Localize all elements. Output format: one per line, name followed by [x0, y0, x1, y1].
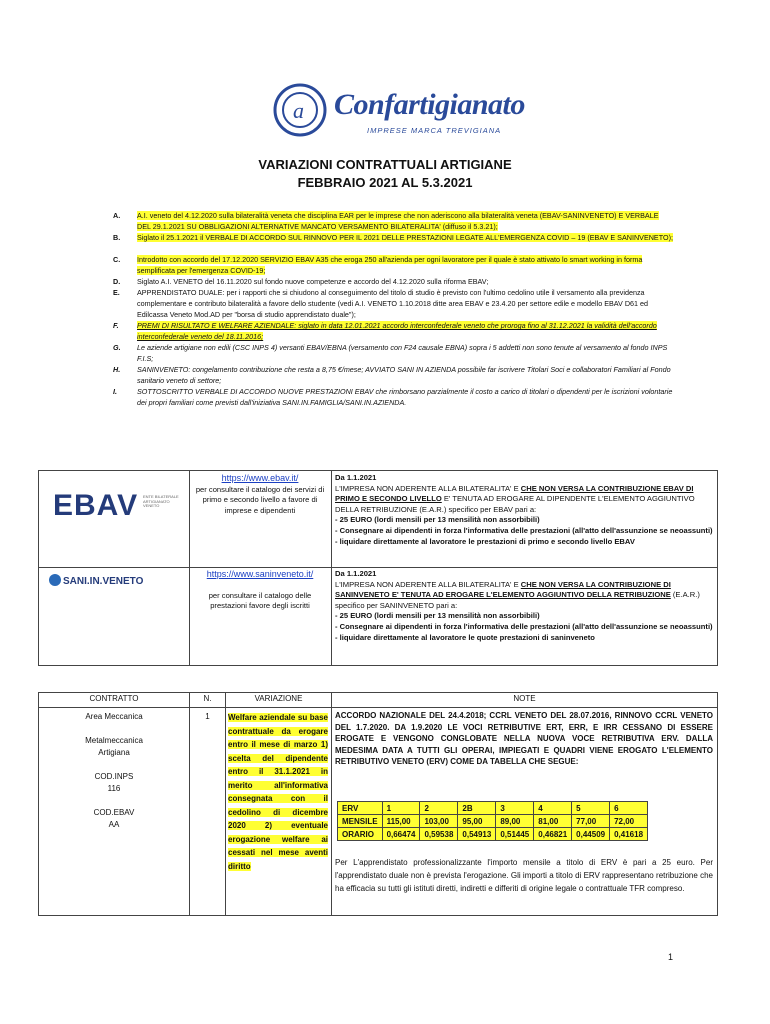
item-letter: A.: [113, 211, 121, 220]
sani-date: Da 1.1.2021: [335, 569, 377, 578]
contratto-line: Area Meccanica: [85, 712, 143, 721]
table-cell: MENSILE: [338, 815, 383, 828]
ebav-logo-subtitle: ENTE BILATERALE ARTIGIANATO VENETO: [143, 494, 179, 509]
item-letter: B.: [113, 233, 121, 242]
logo-brand-text: Confartigianato: [334, 88, 525, 121]
table-cell: ERV: [338, 802, 383, 815]
ebav-link-cell: [192, 473, 328, 516]
table-cell: 103,00: [420, 815, 458, 828]
list-item: [113, 342, 673, 364]
header-n: N.: [203, 694, 212, 703]
sani-link-cell: [192, 569, 328, 612]
item-letter: F.: [113, 321, 119, 330]
table-cell: 77,00: [572, 815, 610, 828]
table-cell: 115,00: [382, 815, 420, 828]
divider: [39, 567, 717, 568]
fund-table: [38, 470, 718, 666]
note-bold-text: ACCORDO NAZIONALE DEL 24.4.2018; CCRL VENETO DEL 28.07.2016, RINNOVO CCRL VENETO DEL 1.7.2020. DA 1.9.2020 LE VOCI RETRIBUTIVE ERT, ERR, E IRR CESSANO DI ESSERE EROGATE E VENGONO CONGLOBATE NELLA NUOVA VOCE RETRIBUTIVA ERV. DALLA MEDESIMA DATA A TUTTI GLI OPERAI, IMPIEGATI E QUADRI VIENE EROGATO L'ELEMENTO RETRIBUTIVO VENETO (ERV) COME DA TABELLA CHE SEGUE:: [335, 711, 713, 767]
list-item: [113, 386, 673, 408]
item-text: SOTTOSCRITTO VERBALE DI ACCORDO NUOVE PRESTAZIONI EBAV che rimborsano parzialmente il costo a carico di titolari o dipendenti per le iscrizioni volontarie dei propri familiari come previsti dall'iniziativa SANI.IN.FAMIGLIA/SANI.IN.AZIENDA.: [137, 387, 673, 407]
variazione-text: Welfare aziendale su base contrattuale da erogare entro il mese di marzo 1) scelta del dipendente entro il 31.1.2021 in merito all'informativa consegnata con il cedolino di dicembre 2020 2) eventuale erogazione welfare ai cessati nel mese aventi diritto: [228, 713, 328, 871]
ebav-note-bold: CHE NON VERSA LA CONTRIBUZIONE EBAV DI PRIMO E SECONDO LIVELLO: [335, 483, 694, 504]
ebav-note-rest: E' TENUTA AD EROGARE AL DIPENDENTE L'ELEMENTO AGGIUNTIVO DELLA RETRIBUZIONE (E.A.R.) specifico per EBAV pari a:: [335, 494, 695, 514]
svg-text:a: a: [293, 98, 304, 123]
table-cell: ORARIO: [338, 828, 383, 841]
ebav-logo-text: EBAV: [53, 489, 139, 522]
table-cell: 6: [610, 802, 648, 815]
contratto-line: 116: [107, 784, 121, 793]
item-letter: C.: [113, 255, 121, 264]
table-cell: 5: [572, 802, 610, 815]
list-item: [113, 254, 673, 276]
table-cell: 0,54913: [458, 828, 496, 841]
item-text: APPRENDISTATO DUALE: per i rapporti che si chiudono al conseguimento del titolo di studio è previsto con l'ultimo cedolino utile il versamento alla previdenza complementare e contributo bilateralità a favore dello studente (vedi A.I. VENETO 1.10.2018 ditte area EBAV e 23.4.20 per settore edile e modello EBAV D61 ed Edilcassa Veneto Mod.AD per "borsa di studio apprendistato duale");: [137, 288, 649, 319]
table-cell: 4: [534, 802, 572, 815]
table-cell: 72,00: [610, 815, 648, 828]
sani-note-intro: L'IMPRESA NON ADERENTE ALLA BILATERALITA' E: [335, 579, 521, 589]
table-cell: 2: [420, 802, 458, 815]
list-item: [113, 232, 673, 254]
logo-emblem-icon: [272, 82, 328, 138]
list-item: [113, 287, 673, 320]
divider: [189, 471, 190, 665]
header-note: NOTE: [513, 694, 536, 703]
variations-list: [113, 210, 673, 408]
ebav-description: per consultare il catalogo dei servizi di primo e secondo livello a favore di imprese e dipendenti: [195, 484, 325, 515]
item-letter: G.: [113, 343, 121, 352]
item-text: Siglato il 25.1.2021 il VERBALE DI ACCORDO SUL RINNOVO PER IL 2021 DELLE PRESTAZIONI LEGATE ALL'EMERGENZA COVID – 19 (EBAV E SANINVENETO);: [137, 233, 673, 242]
table-cell: 89,00: [496, 815, 534, 828]
sani-notes: [335, 569, 713, 643]
item-text: Le aziende artigiane non edili (CSC INPS 4) versanti EBAV/EBNA (versamento con F24 causale EBNA) sopra i 5 addetti non sono tenute al versamento al fondo INPS F.I.S;: [137, 343, 668, 363]
ebav-bullet: - Consegnare ai dipendenti in forza l'informativa delle prestazioni (all'atto dell'assunzione se neoassunti): [335, 525, 713, 535]
list-item: [113, 364, 673, 386]
sani-bullet: - 25 EURO (lordi mensili per 13 mensilità non assorbibili): [335, 611, 540, 621]
header-contratto: CONTRATTO: [89, 694, 139, 703]
table-cell: 81,00: [534, 815, 572, 828]
contratto-cell: [39, 711, 189, 831]
contratto-line: AA: [108, 820, 120, 829]
note-plain-text: Per L'apprendistato professionalizzante l'importo mensile a titolo di ERV è pari a 25 euro. Per l'apprendistato duale non è prevista l'erogazione. Gli importi a titolo di ERV rappresentano retribuzione che ha efficacia su tutti gli istituti diretti, indiretti e differiti di origine legale o contrattuale TFR compreso.: [335, 858, 713, 893]
ebav-bullet: - 25 EURO (lordi mensili per 13 mensilità non assorbibili): [335, 515, 540, 525]
header-variazione: VARIAZIONE: [254, 694, 303, 703]
contract-table: [38, 692, 718, 916]
ebav-notes: [335, 473, 713, 547]
item-letter: E.: [113, 288, 120, 297]
sani-note-bold: CHE NON VERSA LA CONTRIBUZIONE DI SANINVENETO E' TENUTA AD EROGARE L'ELEMENTO AGGIUNTIVO DELLA RETRIBUZIONE: [335, 579, 671, 600]
table-row: [338, 802, 648, 815]
ebav-logo: [53, 489, 179, 523]
table-cell: 0,66474: [382, 828, 420, 841]
list-item: [113, 276, 673, 287]
table-cell: 95,00: [458, 815, 496, 828]
saninveneto-logo-text: SANI.IN.VENETO: [63, 576, 144, 587]
saninveneto-logo-icon: [49, 574, 61, 586]
row-number: 1: [205, 712, 210, 721]
contratto-line: COD.EBAV: [93, 808, 135, 817]
divider: [225, 693, 226, 915]
table-row: [338, 815, 648, 828]
saninveneto-logo: [49, 574, 185, 592]
item-text: Siglato A.I. VENETO del 16.11.2020 sul fondo nuove competenze e accordo del 4.12.2020 sulla riforma EBAV;: [137, 277, 489, 286]
item-text: Introdotto con accordo del 17.12.2020 SERVIZIO EBAV A35 che eroga 250 all'azienda per ogni lavoratore per il quale è stato attivato lo smart working in forma semplificata per l'emergenza COVID-19;: [137, 255, 643, 275]
saninveneto-link[interactable]: https://www.saninveneto.it/: [206, 569, 314, 579]
item-text: A.I. veneto del 4.12.2020 sulla bilateralità veneta che disciplina EAR per le imprese che non aderiscono alla bilateralità veneta (EBAV-SANINVENETO) E VERBALE DEL 29.1.2021 SU OBBLIGAZIONI ALTERNATIVE MANCATO VERSAMENTO BILATERALITA' (diffuso il 5.3.21);: [137, 211, 659, 231]
contratto-line: COD.INPS: [94, 772, 134, 781]
erv-table: [337, 801, 648, 841]
table-row: [338, 828, 648, 841]
item-text: SANINVENETO: congelamento contribuzione che resta a 8,75 €/mese; AVVIATO SANI IN AZIENDA possibile far iscrivere Titolari Soci e collaboratori Familiari al Fondo sanitario veneto di settore;: [137, 365, 671, 385]
document-subtitle: FEBBRAIO 2021 AL 5.3.2021: [297, 175, 473, 190]
divider: [189, 693, 190, 915]
variazione-cell: [228, 711, 328, 873]
divider: [331, 471, 332, 665]
item-letter: H.: [113, 365, 121, 374]
confartigianato-logo: [272, 82, 525, 146]
table-cell: 0,51445: [496, 828, 534, 841]
table-cell: 3: [496, 802, 534, 815]
page-number: 1: [668, 952, 674, 962]
contratto-line: Metalmeccanica: [85, 736, 143, 745]
ebav-note-intro: L'IMPRESA NON ADERENTE ALLA BILATERALITA' E: [335, 483, 521, 493]
sani-note-rest: (E.A.R.) specifico per SANINVENETO pari a:: [335, 590, 700, 610]
sani-bullet: - liquidare direttamente al lavoratore le quote prestazioni di saninveneto: [335, 632, 595, 642]
sani-description: per consultare il catalogo delle prestazioni favore degli iscritti: [208, 590, 312, 611]
item-text: PREMI DI RISULTATO E WELFARE AZIENDALE: siglato in data 12.01.2021 accordo interconfederale veneto che proroga fino al 31.12.2021 la validità dell'accordo interconfederale veneto del 18.11.2016;: [137, 321, 657, 341]
table-cell: 2B: [458, 802, 496, 815]
ebav-date: Da 1.1.2021: [335, 473, 377, 482]
table-cell: 0,59538: [420, 828, 458, 841]
list-item: [113, 210, 673, 232]
table-cell: 0,41618: [610, 828, 648, 841]
divider: [39, 707, 717, 708]
ebav-bullet: - liquidare direttamente al lavoratore le prestazioni di primo e secondo livello EBAV: [335, 536, 635, 546]
table-cell: 0,44509: [572, 828, 610, 841]
contratto-line: Artigiana: [98, 748, 130, 757]
ebav-link[interactable]: https://www.ebav.it/: [221, 473, 299, 483]
table-cell: 0,46821: [534, 828, 572, 841]
document-title: VARIAZIONI CONTRATTUALI ARTIGIANE: [258, 157, 512, 172]
table-cell: 1: [382, 802, 420, 815]
item-letter: I.: [113, 387, 117, 396]
divider: [331, 693, 332, 915]
item-letter: D.: [113, 277, 121, 286]
logo-tagline: IMPRESE MARCA TREVIGIANA: [367, 126, 502, 135]
list-item: [113, 320, 673, 342]
sani-bullet: - Consegnare ai dipendenti in forza l'informativa delle prestazioni (all'atto dell'assunzione se neoassunti): [335, 621, 713, 631]
